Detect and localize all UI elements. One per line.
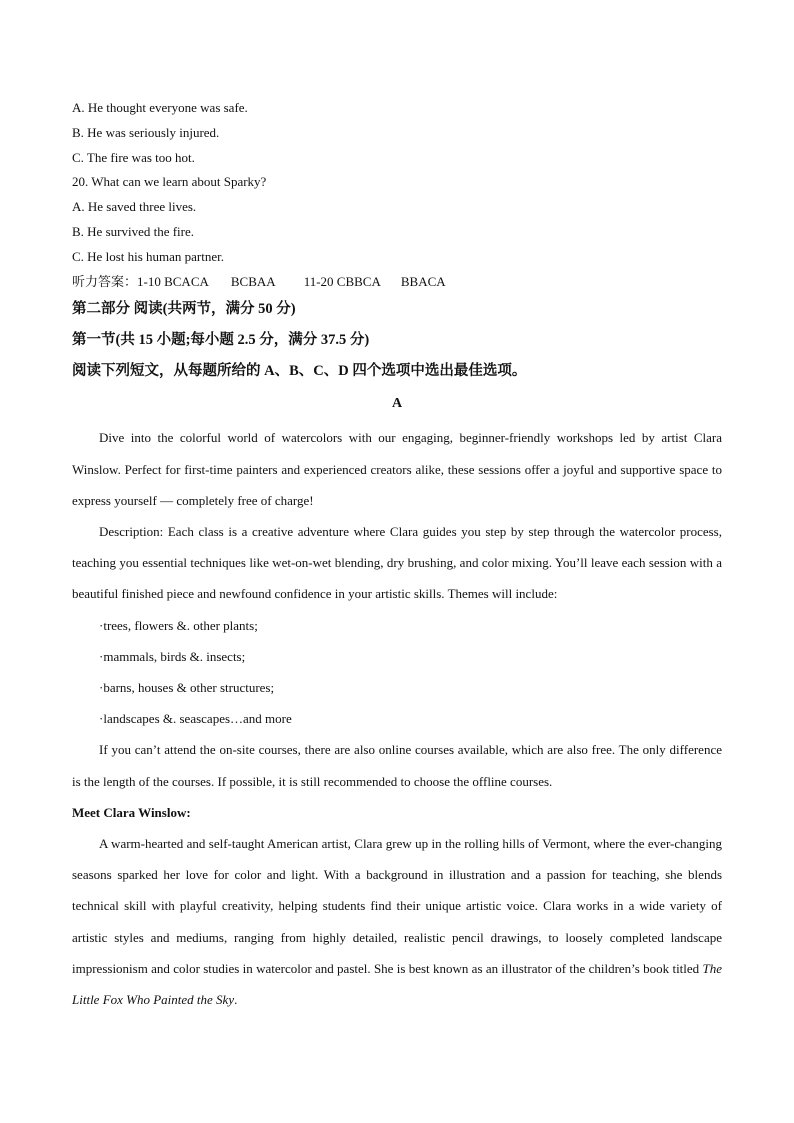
q20-option-a: A. He saved three lives. <box>72 199 197 215</box>
paragraph-4-text: A warm-hearted and self-taught American artist, Clara grew up in the rolling hills of Vermont, where the ever-changing seasons sparked her love for color and light. With a background in illustration and a passion for teaching, she blends technical skill with playful creativity, helping students find their unique artistic voice. Clara works in a wide variety of artistic styles and mediums, ranging from highly detailed, realistic pencil drawings, to loosely completed landscape impressionism and color studies in watercolor and pastel. She is best known as an illustrator of the children’s book titled <box>72 836 722 976</box>
passage-paragraph-4 <box>72 828 722 1015</box>
theme-item: ·mammals, birds &. insects; <box>99 648 246 664</box>
answers-part3: 11-20 CBBCA <box>303 273 381 289</box>
passage-label: A <box>391 396 403 412</box>
answers-part4: BBACA <box>400 273 446 289</box>
q20-option-b: B. He survived the fire. <box>72 223 195 239</box>
q20-option-c: C. He lost his human partner. <box>72 248 225 264</box>
section-title: 第二部分 阅读(共两节，满分 50 分) <box>72 301 296 318</box>
theme-item: ·trees, flowers &. other plants; <box>99 617 258 633</box>
q19-option-a: A. He thought everyone was safe. <box>72 100 248 115</box>
section-subtitle: 第一节(共 15 小题;每小题 2.5 分，满分 37.5 分) <box>72 332 370 349</box>
answers-part2: BCBAA <box>230 273 276 289</box>
book-title: The Little Fox Who Painted the Sky <box>72 960 722 1008</box>
section-instruction: 阅读下列短文，从每题所给的 A、B、C、D 四个选项中选出最佳选项。 <box>72 363 527 380</box>
listening-answers <box>72 272 722 297</box>
theme-item: ·barns, houses & other structures; <box>99 680 275 695</box>
passage-paragraph-1: Dive into the colorful world of watercolors with our engaging, beginner-friendly workshops led by artist Clara Winslow. Perfect for first-time painters and experienced creators alike, these sessions offer a joyful and supportive space to express yourself — completely free of charge! <box>72 430 722 508</box>
answers-label: 听力答案： <box>72 273 138 289</box>
q20-question: 20. What can we learn about Sparky? <box>72 174 267 190</box>
q19-option-b: B. He was seriously injured. <box>72 124 220 140</box>
meet-heading: Meet Clara Winslow: <box>72 804 191 820</box>
q19-option-c: C. The fire was too hot. <box>72 149 195 165</box>
paragraph-4-end: . <box>234 992 238 1008</box>
passage-paragraph-3: If you can’t attend the on-site courses, there are also online courses available, which are also free. The only difference is the length of the courses. If possible, it is still recommended to choose the offline courses. <box>72 742 722 789</box>
answers-part1: 1-10 BCACA <box>137 273 209 289</box>
theme-item: ·landscapes &. seascapes…and more <box>99 711 292 727</box>
passage-paragraph-2: Description: Each class is a creative adventure where Clara guides you step by step through the watercolor process, teaching you essential techniques like wet-on-wet blending, dry brushing, and color mixing. You’ll leave each session with a beautiful finished piece and newfound confidence in your artistic skills. Themes will include: <box>72 523 722 602</box>
